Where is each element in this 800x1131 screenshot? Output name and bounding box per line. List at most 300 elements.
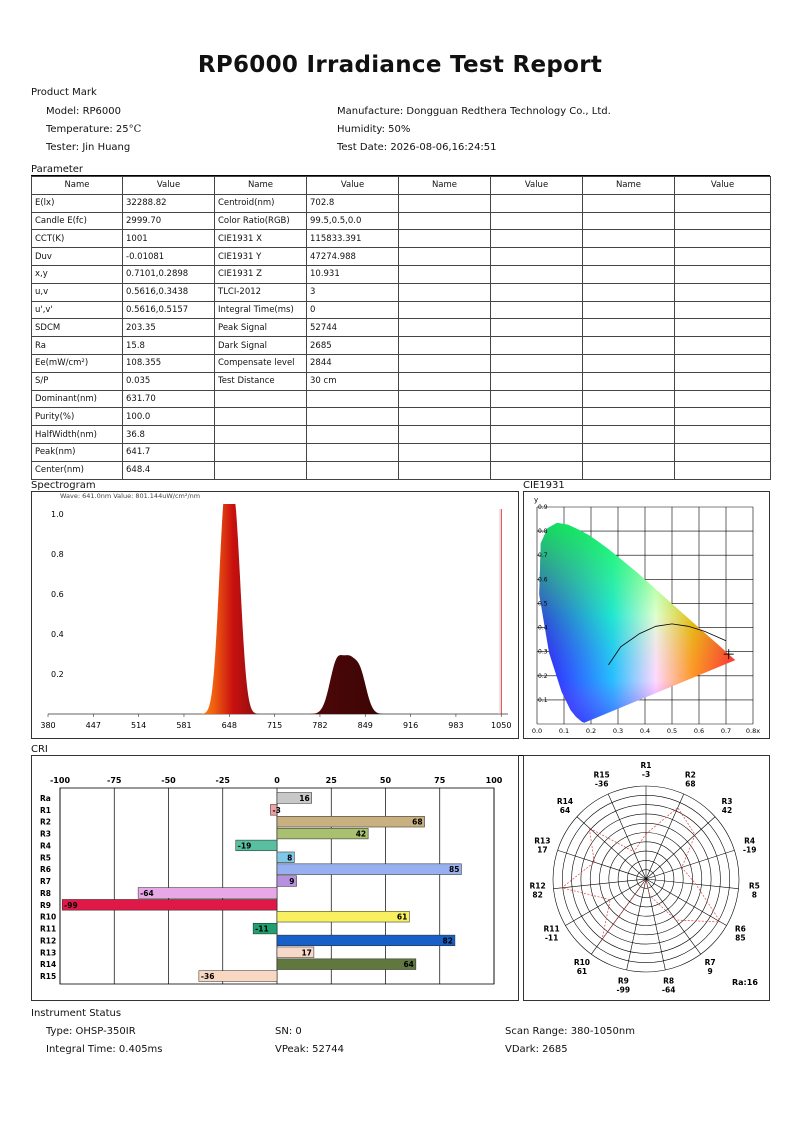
cri-bar-value: -19: [237, 841, 252, 851]
param-header-cell: Value: [307, 177, 399, 195]
param-row: [32, 283, 771, 301]
param-empty-cell: [491, 265, 583, 283]
param-row: [32, 319, 771, 337]
cri-bar: [277, 911, 409, 922]
param-header-cell: Value: [491, 177, 583, 195]
param-empty-cell: [399, 248, 491, 266]
param-name-cell: Ee(mW/cm²): [32, 354, 123, 372]
spectrogram-x-tick-label: 983: [448, 721, 464, 730]
cri-bar-value: -36: [200, 972, 215, 982]
cie-y-tick-label: 0.2: [538, 672, 548, 680]
cie-y-tick-label: 0.3: [538, 648, 548, 656]
param-empty-cell: [491, 408, 583, 426]
polar-category-value: 85: [735, 933, 746, 943]
param-row: [32, 301, 771, 319]
cri-category-label: R5: [40, 853, 51, 863]
cri-category-label: R9: [40, 900, 51, 910]
param-empty-cell: [583, 248, 675, 266]
param-empty-cell: [399, 443, 491, 461]
param-value-cell: 203.35: [123, 319, 215, 337]
param-empty-cell: [583, 443, 675, 461]
param-value-cell: [307, 390, 399, 408]
param-row: [32, 426, 771, 444]
instrument-vdark: VDark: 2685: [505, 1044, 568, 1055]
cie-heading: CIE1931: [523, 480, 770, 492]
param-empty-cell: [399, 283, 491, 301]
param-value-cell: 2685: [307, 337, 399, 355]
cri-category-label: R7: [40, 877, 51, 887]
polar-category-value: 68: [685, 779, 696, 789]
cie-y-tick-label: 0.6: [538, 576, 548, 584]
param-row: [32, 461, 771, 479]
param-value-cell: 10.931: [307, 265, 399, 283]
param-header-cell: Name: [583, 177, 675, 195]
cri-x-tick-label: 100: [485, 776, 503, 785]
param-empty-cell: [675, 443, 771, 461]
polar-spoke: [646, 817, 715, 879]
param-row: [32, 265, 771, 283]
param-name-cell: u',v': [32, 301, 123, 319]
spectrogram-y-tick-label: 0.4: [51, 630, 64, 639]
temperature-label: [46, 124, 141, 135]
param-empty-cell: [399, 372, 491, 390]
param-name-cell: Ra: [32, 337, 123, 355]
param-value-cell: [307, 426, 399, 444]
polar-category-label: R3: [721, 797, 733, 807]
param-name-cell: Candle E(fc): [32, 212, 123, 230]
param-value-cell: 47274.988: [307, 248, 399, 266]
cie-y-tick-label: 0.8: [538, 528, 548, 536]
param-value-cell: 0.5616,0.5157: [123, 301, 215, 319]
param-row: [32, 443, 771, 461]
cri-category-label: R6: [40, 865, 51, 875]
polar-category-label: R13: [534, 836, 551, 846]
param-empty-cell: [491, 461, 583, 479]
cri-category-label: R10: [40, 912, 57, 922]
param-value-cell: 2999.70: [123, 212, 215, 230]
cie-x-tick-label: 0.5: [666, 727, 678, 735]
param-empty-cell: [399, 426, 491, 444]
param-empty-cell: [675, 301, 771, 319]
temperature-unit: C: [133, 124, 142, 135]
param-value-cell: 641.7: [123, 443, 215, 461]
polar-category-label: R5: [748, 881, 760, 891]
polar-category-value: -11: [544, 933, 559, 943]
param-row: [32, 408, 771, 426]
param-empty-cell: [491, 354, 583, 372]
param-header-cell: Name: [215, 177, 307, 195]
cri-bar: [138, 888, 277, 899]
cie-x-tick-label: 0.4: [639, 727, 651, 735]
polar-category-value: -3: [641, 770, 651, 779]
param-empty-cell: [675, 408, 771, 426]
cie-x-tick-label: 0.0: [531, 727, 543, 735]
param-empty-cell: [583, 319, 675, 337]
cri-bar-value: 8: [287, 853, 293, 863]
spectrogram-x-tick-label: 447: [85, 721, 101, 730]
param-empty-cell: [583, 230, 675, 248]
cri-bar-value: -3: [272, 805, 281, 815]
polar-category-label: R6: [734, 924, 746, 934]
param-empty-cell: [675, 319, 771, 337]
spectrogram-x-tick-label: 715: [266, 721, 283, 730]
param-empty-cell: [675, 194, 771, 212]
cri-bar-value: 16: [299, 793, 310, 803]
param-name-cell: [215, 426, 307, 444]
param-empty-cell: [399, 337, 491, 355]
spectrogram-chart: [32, 492, 518, 738]
spectrogram-x-tick-label: 581: [176, 721, 192, 730]
cri-bar-value: -11: [255, 924, 269, 934]
param-name-cell: Dark Signal: [215, 337, 307, 355]
param-empty-cell: [491, 319, 583, 337]
polar-category-value: 61: [576, 967, 588, 977]
cri-bar-value: 68: [412, 817, 423, 827]
param-name-cell: E(lx): [32, 194, 123, 212]
param-value-cell: 3: [307, 283, 399, 301]
param-value-cell: 52744: [307, 319, 399, 337]
manufacture-label: Manufacture: Dongguan Redthera Technology Co., Ltd.: [337, 106, 611, 117]
spectrogram-x-tick-label: 1050: [491, 721, 512, 730]
spectrogram-x-tick-label: 849: [357, 721, 373, 730]
instrument-type: Type: OHSP-350IR: [46, 1026, 136, 1037]
param-row: [32, 194, 771, 212]
param-name-cell: CIE1931 X: [215, 230, 307, 248]
param-name-cell: Peak(nm): [32, 443, 123, 461]
param-empty-cell: [583, 265, 675, 283]
param-value-cell: 0.035: [123, 372, 215, 390]
param-empty-cell: [583, 354, 675, 372]
product-mark-heading: Product Mark: [31, 87, 97, 98]
polar-category-label: R1: [640, 761, 652, 770]
param-name-cell: Compensate level: [215, 354, 307, 372]
param-value-cell: 32288.82: [123, 194, 215, 212]
param-empty-cell: [491, 212, 583, 230]
spectrogram-x-tick-label: 648: [221, 721, 237, 730]
polar-category-label: R11: [543, 924, 560, 934]
polar-category-label: R7: [704, 958, 716, 968]
polar-category-label: R14: [556, 797, 574, 807]
param-name-cell: CIE1931 Y: [215, 248, 307, 266]
param-empty-cell: [583, 461, 675, 479]
polar-ra-label: Ra:16: [732, 978, 758, 987]
param-empty-cell: [399, 301, 491, 319]
cri-x-tick-label: 0: [274, 776, 280, 785]
param-empty-cell: [675, 354, 771, 372]
cri-category-label: R4: [40, 841, 51, 851]
param-name-cell: TLCI-2012: [215, 283, 307, 301]
polar-category-label: R12: [529, 881, 546, 891]
spectrogram-heading: Spectrogram: [31, 480, 96, 491]
cri-bar-value: 85: [449, 865, 460, 875]
param-value-cell: 0.5616,0.3438: [123, 283, 215, 301]
param-empty-cell: [399, 230, 491, 248]
param-empty-cell: [583, 283, 675, 301]
polar-category-value: 64: [559, 806, 571, 816]
param-value-cell: [307, 461, 399, 479]
param-value-cell: 631.70: [123, 390, 215, 408]
cri-bar-value: -99: [64, 900, 78, 910]
cie-x-tick-label: 0.7: [720, 727, 732, 735]
cri-bar-value: 9: [289, 877, 295, 887]
param-name-cell: [215, 461, 307, 479]
cri-bar-chart: [32, 756, 518, 1000]
polar-category-label: R8: [663, 976, 675, 986]
param-empty-cell: [583, 337, 675, 355]
cie-y-tick-label: 0.1: [538, 696, 548, 704]
cri-category-label: R13: [40, 948, 57, 958]
param-empty-cell: [583, 212, 675, 230]
cri-bar: [277, 935, 455, 946]
polar-category-value: 9: [707, 967, 713, 977]
param-empty-cell: [583, 408, 675, 426]
cri-bar-value: 42: [355, 829, 367, 839]
param-name-cell: CCT(K): [32, 230, 123, 248]
param-empty-cell: [491, 230, 583, 248]
cie-x-tick-label: 0.3: [612, 727, 624, 735]
cri-polar-frame: [523, 755, 770, 1001]
parameter-heading: Parameter: [31, 164, 770, 176]
cri-polar-chart: [524, 756, 769, 1000]
param-empty-cell: [399, 212, 491, 230]
param-name-cell: Color Ratio(RGB): [215, 212, 307, 230]
param-empty-cell: [399, 461, 491, 479]
param-row: [32, 248, 771, 266]
cri-category-label: Ra: [40, 793, 51, 803]
spectrogram-y-tick-label: 1.0: [51, 510, 64, 519]
cie-x-tick-label: 0.6: [693, 727, 705, 735]
cri-bar-value: -64: [140, 888, 154, 898]
param-empty-cell: [583, 426, 675, 444]
param-empty-cell: [675, 390, 771, 408]
cri-category-label: R12: [40, 936, 57, 946]
param-empty-cell: [491, 194, 583, 212]
param-value-cell: 30 cm: [307, 372, 399, 390]
test-date-label: Test Date: 2026-08-06,16:24:51: [337, 142, 497, 153]
param-name-cell: S/P: [32, 372, 123, 390]
cri-bar-value: 64: [403, 960, 414, 970]
parameter-table: [31, 176, 771, 480]
polar-category-value: -19: [742, 845, 757, 855]
polar-category-value: 8: [751, 890, 758, 900]
cri-x-tick-label: -75: [107, 776, 122, 785]
cri-category-label: R2: [40, 817, 51, 827]
instrument-integral-time: Integral Time: 0.405ms: [46, 1044, 163, 1055]
cri-bar-value: 17: [301, 948, 312, 958]
param-empty-cell: [675, 426, 771, 444]
cri-x-tick-label: -25: [215, 776, 230, 785]
param-empty-cell: [399, 390, 491, 408]
param-empty-cell: [583, 194, 675, 212]
param-value-cell: 648.4: [123, 461, 215, 479]
polar-category-label: R2: [684, 770, 696, 780]
cri-category-label: R8: [40, 888, 51, 898]
cri-bar: [62, 899, 277, 910]
cri-bar: [277, 959, 416, 970]
cri-bar-value: 61: [396, 912, 408, 922]
polar-category-label: R15: [593, 770, 610, 780]
instrument-heading: Instrument Status: [31, 1008, 122, 1019]
param-name-cell: Test Distance: [215, 372, 307, 390]
param-header-cell: Value: [675, 177, 771, 195]
polar-category-value: -36: [594, 779, 609, 789]
spectrogram-y-tick-label: 0.8: [51, 550, 64, 559]
cie-x-tick-label: 0.1: [558, 727, 570, 735]
cri-x-tick-label: -50: [161, 776, 176, 785]
param-name-cell: Integral Time(ms): [215, 301, 307, 319]
param-name-cell: Peak Signal: [215, 319, 307, 337]
cri-bar-value: 82: [442, 936, 453, 946]
param-value-cell: -0.01081: [123, 248, 215, 266]
cie-chart: [524, 492, 769, 738]
spectrogram-y-tick-label: 0.2: [51, 670, 64, 679]
param-empty-cell: [491, 337, 583, 355]
cri-bar: [277, 864, 461, 875]
param-empty-cell: [491, 372, 583, 390]
param-name-cell: Center(nm): [32, 461, 123, 479]
polar-category-value: -99: [616, 985, 631, 995]
param-empty-cell: [675, 337, 771, 355]
humidity-label: Humidity: 50%: [337, 124, 411, 135]
param-name-cell: [215, 390, 307, 408]
param-name-cell: Dominant(nm): [32, 390, 123, 408]
param-value-cell: 15.8: [123, 337, 215, 355]
param-header-cell: Value: [123, 177, 215, 195]
param-empty-cell: [491, 301, 583, 319]
param-empty-cell: [675, 212, 771, 230]
param-value-cell: 36.8: [123, 426, 215, 444]
spectrogram-area: [48, 504, 501, 714]
param-empty-cell: [491, 248, 583, 266]
cri-bar: [277, 816, 425, 827]
spectrogram-readout: Wave: 641.0nm Value: 801.144uW/cm²/nm: [60, 492, 201, 500]
param-empty-cell: [675, 248, 771, 266]
report-title: RP6000 Irradiance Test Report: [197, 52, 603, 78]
param-name-cell: [215, 443, 307, 461]
param-name-cell: u,v: [32, 283, 123, 301]
param-value-cell: 1001: [123, 230, 215, 248]
param-empty-cell: [675, 461, 771, 479]
polar-category-label: R4: [744, 836, 756, 846]
instrument-sn: SN: 0: [275, 1026, 302, 1037]
cri-bar: [277, 828, 368, 839]
cri-category-label: R11: [40, 924, 57, 934]
param-empty-cell: [583, 372, 675, 390]
param-value-cell: 99.5,0.5,0.0: [307, 212, 399, 230]
param-value-cell: 108.355: [123, 354, 215, 372]
polar-category-label: R10: [573, 958, 591, 968]
param-name-cell: CIE1931 Z: [215, 265, 307, 283]
param-empty-cell: [583, 301, 675, 319]
polar-category-value: -64: [661, 985, 676, 995]
param-empty-cell: [399, 319, 491, 337]
param-empty-cell: [491, 390, 583, 408]
param-empty-cell: [583, 390, 675, 408]
param-value-cell: [307, 408, 399, 426]
cri-heading: CRI: [31, 744, 770, 756]
instrument-scan-range: Scan Range: 380-1050nm: [505, 1026, 635, 1037]
spectrogram-x-tick-label: 782: [312, 721, 328, 730]
param-row: [32, 354, 771, 372]
cie-x-tick-label: 0.8x: [745, 727, 761, 735]
param-row: [32, 372, 771, 390]
cri-x-tick-label: 25: [325, 776, 337, 785]
cie-x-tick-label: 0.2: [585, 727, 597, 735]
polar-category-value: 82: [532, 890, 543, 900]
param-empty-cell: [675, 372, 771, 390]
param-value-cell: 702.8: [307, 194, 399, 212]
tester-label: Tester: Jin Huang: [46, 142, 131, 153]
param-value-cell: [307, 443, 399, 461]
cie-y-tick-label: 0.4: [538, 624, 548, 632]
model-label: Model: RP6000: [46, 106, 121, 117]
cri-bar-frame: [31, 755, 519, 1001]
param-value-cell: 0: [307, 301, 399, 319]
cie-y-tick-label: 0.7: [538, 552, 548, 560]
cri-x-tick-label: -100: [49, 776, 71, 785]
instrument-vpeak: VPeak: 52744: [275, 1044, 344, 1055]
param-name-cell: Centroid(nm): [215, 194, 307, 212]
param-name-cell: HalfWidth(nm): [32, 426, 123, 444]
param-header-cell: Name: [32, 177, 123, 195]
param-name-cell: Duv: [32, 248, 123, 266]
param-value-cell: 115833.391: [307, 230, 399, 248]
polar-category-label: R9: [617, 976, 629, 986]
param-empty-cell: [675, 283, 771, 301]
param-name-cell: SDCM: [32, 319, 123, 337]
param-name-cell: [215, 408, 307, 426]
param-name-cell: x,y: [32, 265, 123, 283]
cri-category-label: R15: [40, 972, 57, 982]
polar-category-value: 17: [537, 845, 548, 855]
cri-x-tick-label: 75: [434, 776, 446, 785]
param-empty-cell: [399, 265, 491, 283]
param-empty-cell: [675, 265, 771, 283]
param-empty-cell: [399, 408, 491, 426]
temperature-value: Temperature: 25°: [46, 124, 134, 135]
param-empty-cell: [675, 230, 771, 248]
param-value-cell: 100.0: [123, 408, 215, 426]
param-header-cell: Name: [399, 177, 491, 195]
param-value-cell: 0.7101,0.2898: [123, 265, 215, 283]
spectrogram-x-tick-label: 514: [131, 721, 147, 730]
polar-category-value: 42: [721, 806, 733, 816]
spectrogram-y-tick-label: 0.6: [51, 590, 64, 599]
spectrogram-frame: [31, 491, 519, 739]
cie-y-tick-label: 0.9: [538, 504, 548, 511]
param-empty-cell: [399, 194, 491, 212]
cie-y-tick-label: 0.5: [538, 600, 548, 608]
param-row: [32, 337, 771, 355]
param-empty-cell: [399, 354, 491, 372]
param-empty-cell: [491, 443, 583, 461]
param-name-cell: Purity(%): [32, 408, 123, 426]
param-value-cell: 2844: [307, 354, 399, 372]
cie-ylabel: y: [534, 496, 539, 504]
param-row: [32, 212, 771, 230]
param-empty-cell: [491, 426, 583, 444]
spectrogram-x-tick-label: 380: [40, 721, 56, 730]
polar-spoke: [577, 817, 646, 879]
param-row: [32, 230, 771, 248]
cri-x-tick-label: 50: [379, 776, 392, 785]
param-row: [32, 390, 771, 408]
param-empty-cell: [491, 283, 583, 301]
cie-frame: [523, 491, 770, 739]
cri-category-label: R3: [40, 829, 51, 839]
cri-category-label: R1: [40, 805, 51, 815]
cri-category-label: R14: [40, 960, 57, 970]
